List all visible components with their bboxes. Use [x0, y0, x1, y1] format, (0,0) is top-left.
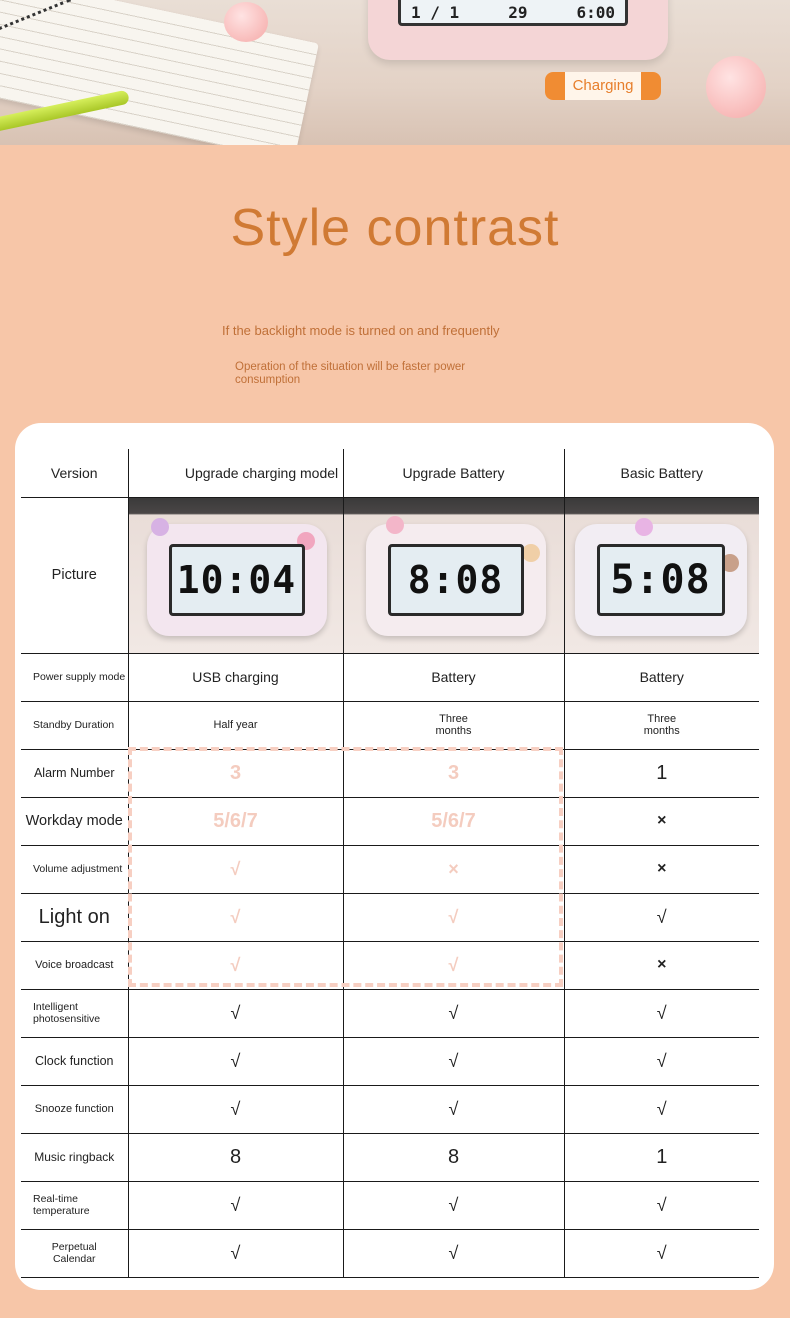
table-row [21, 845, 759, 893]
row-value: √ [343, 1229, 564, 1277]
row-label: Real-time temperature [21, 1181, 128, 1229]
row-value: × [343, 845, 564, 893]
picture-label: Picture [21, 497, 128, 653]
row-value: Three months [564, 701, 759, 749]
row-value: 5/6/7 [128, 797, 343, 845]
picture-cell-upgrade-battery [343, 497, 564, 653]
row-value: √ [564, 1037, 759, 1085]
table-row [21, 797, 759, 845]
row-value: 1 [564, 1133, 759, 1181]
clock-image-charging [129, 498, 343, 653]
pink-figurine-left [224, 2, 268, 42]
clock-screen: 5:08 [597, 544, 725, 616]
row-label: Power supply mode [21, 653, 128, 701]
clock-screen: 10:04 [169, 544, 305, 616]
clock-screen: 8:08 [388, 544, 524, 616]
header-row [21, 449, 759, 497]
row-value: √ [564, 1229, 759, 1277]
header-version-label: Version [21, 449, 128, 497]
row-label: Alarm Number [21, 749, 128, 797]
row-value: √ [128, 1037, 343, 1085]
row-value: √ [128, 989, 343, 1037]
clock-body [147, 524, 327, 636]
row-value: √ [343, 941, 564, 989]
row-value: Battery [564, 653, 759, 701]
clock-top-screen [398, 0, 628, 26]
sticker-icon [635, 518, 653, 536]
row-value: √ [564, 989, 759, 1037]
row-value: √ [128, 1181, 343, 1229]
table-row [21, 749, 759, 797]
clock-top-date: 1 / 1 [411, 3, 460, 22]
row-label: Perpetual Calendar [21, 1229, 128, 1277]
clock-body [366, 524, 546, 636]
row-value: 3 [128, 749, 343, 797]
charging-tag: Charging [545, 72, 661, 100]
clock-image-upgrade-battery [344, 498, 564, 653]
row-value: √ [128, 845, 343, 893]
header-basic-battery: Basic Battery [564, 449, 759, 497]
row-value: √ [564, 1181, 759, 1229]
sticker-icon [151, 518, 169, 536]
table-row [21, 1181, 759, 1229]
header-upgrade-charging: Upgrade charging model [128, 449, 343, 497]
sticker-icon [522, 544, 540, 562]
row-label: Volume adjustment [21, 845, 128, 893]
row-value: USB charging [128, 653, 343, 701]
table-row [21, 653, 759, 701]
picture-row [21, 497, 759, 653]
row-value: √ [343, 1181, 564, 1229]
table-row [21, 1133, 759, 1181]
row-value: Battery [343, 653, 564, 701]
row-value: √ [343, 893, 564, 941]
row-label: Clock function [21, 1037, 128, 1085]
picture-cell-basic-battery [564, 497, 759, 653]
row-label: Intelligent photosensitive [21, 989, 128, 1037]
clock-image-basic-battery [565, 498, 760, 653]
table-row [21, 1085, 759, 1133]
row-value: √ [564, 893, 759, 941]
row-value: 8 [343, 1133, 564, 1181]
row-value: × [564, 797, 759, 845]
row-label: Snooze function [21, 1085, 128, 1133]
row-value: √ [343, 1085, 564, 1133]
row-value: Half year [128, 701, 343, 749]
table-row [21, 989, 759, 1037]
row-value: √ [128, 1229, 343, 1277]
row-value: √ [564, 1085, 759, 1133]
row-label: Standby Duration [21, 701, 128, 749]
table-row [21, 1037, 759, 1085]
table-row [21, 893, 759, 941]
picture-cell-charging [128, 497, 343, 653]
row-value: Three months [343, 701, 564, 749]
table-row [21, 1229, 759, 1277]
row-label: Voice broadcast [21, 941, 128, 989]
clock-top-temp: 29 [508, 3, 528, 22]
table-row [21, 701, 759, 749]
row-label: Music ringback [21, 1133, 128, 1181]
subtitle-backlight: If the backlight mode is turned on and frequently [222, 323, 500, 338]
section-title: Style contrast [230, 199, 560, 257]
row-value: 1 [564, 749, 759, 797]
row-value: 8 [128, 1133, 343, 1181]
clock-top-time: 6:00 [576, 3, 615, 22]
row-value: √ [128, 1085, 343, 1133]
row-label: Light on [21, 893, 128, 941]
subtitle-power: Operation of the situation will be faster power consumption [235, 361, 466, 386]
row-value: √ [128, 941, 343, 989]
pink-figurine-right [706, 56, 766, 118]
row-value: √ [343, 1037, 564, 1085]
row-label: Workday mode [21, 797, 128, 845]
row-value: √ [128, 893, 343, 941]
row-value: × [564, 845, 759, 893]
sticker-icon [386, 516, 404, 534]
row-value: × [564, 941, 759, 989]
row-value: √ [343, 989, 564, 1037]
table-row [21, 941, 759, 989]
product-photo-banner [0, 0, 790, 145]
row-value: 3 [343, 749, 564, 797]
clock-body [575, 524, 747, 636]
alarm-clock-image [368, 0, 668, 60]
row-value: 5/6/7 [343, 797, 564, 845]
header-upgrade-battery: Upgrade Battery [343, 449, 564, 497]
comparison-table [21, 449, 759, 1278]
